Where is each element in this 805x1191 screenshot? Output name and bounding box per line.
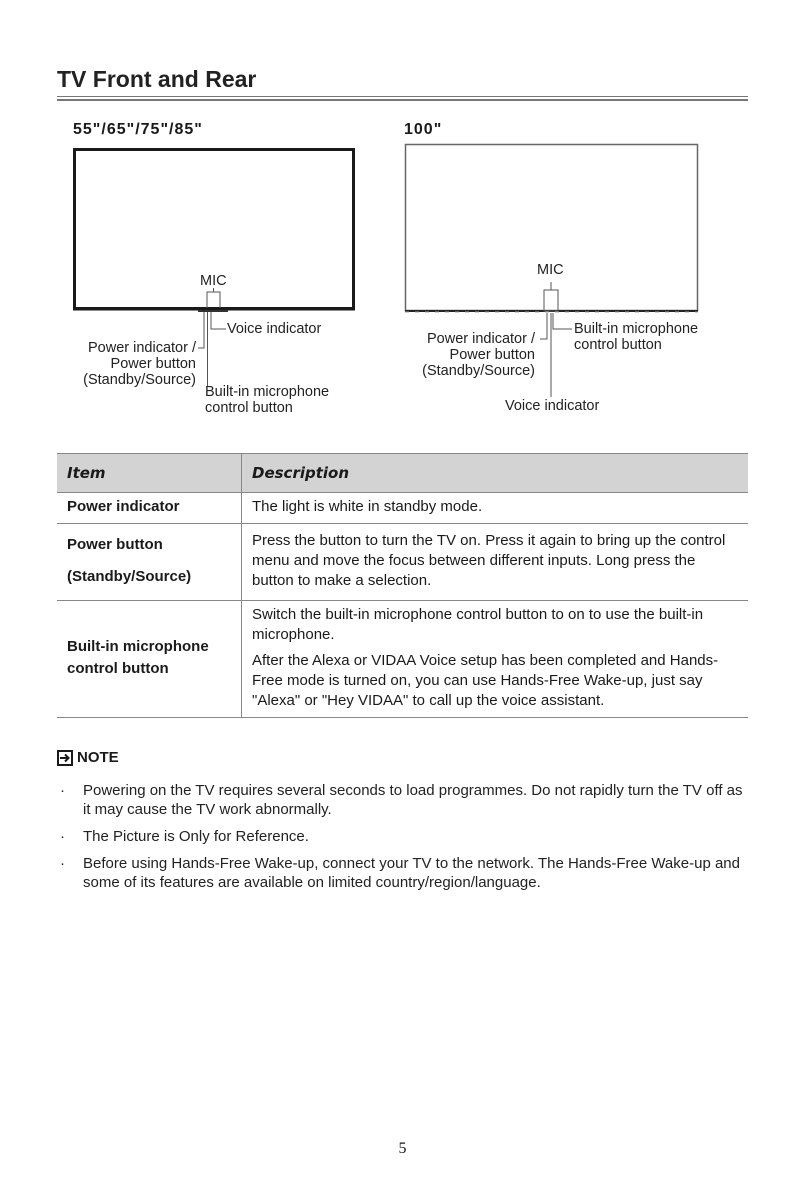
power-label [395,331,535,379]
mic-label: MIC [537,262,564,278]
description-text: After the Alexa or VIDAA Voice setup has been completed and Hands-Free mode is turned on, you can use Hands-Free Wake-up, just say "Alexa" or "Hey VIDAA" to call up the voice assistant. [252,652,719,709]
power-label-line: (Standby/Source) [422,363,535,379]
table-header-row [57,454,748,493]
size-label-100: 100" [404,121,443,138]
description-cell [242,524,749,601]
size-label-55-85: 55"/65"/75"/85" [73,121,203,138]
mic-control-label-line: control button [205,400,293,416]
note-arrow-icon [57,750,73,766]
item-cell [57,601,242,718]
description-cell: The light is white in standby mode. [242,493,749,524]
list-item: · Before using Hands-Free Wake-up, connect your TV to the network. The Hands-Free Wake-up and some of its features are available on limited country/region/language. [60,854,750,892]
page-number: 5 [398,1140,407,1157]
header-item: Item [57,454,242,493]
description-cell [242,601,749,718]
power-label-line: (Standby/Source) [83,372,196,388]
mic-label: MIC [200,273,227,289]
power-label-line: Power indicator / [427,331,535,347]
mic-control-label-line: Built-in microphone [205,384,330,400]
list-item: · The Picture is Only for Reference. [60,827,750,846]
power-label-line: Power button [449,347,535,363]
item-line: Power button [67,536,163,553]
mic-control-label-line: control button [574,337,662,353]
power-label-line: Power indicator / [88,340,196,356]
voice-indicator-label: Voice indicator [227,321,322,337]
item-cell: Power indicator [57,493,242,524]
power-label [60,340,196,388]
page-title: TV Front and Rear [57,66,257,92]
item-line: control button [67,660,169,677]
item-cell [57,524,242,601]
power-label-line: Power button [110,356,196,372]
item-description-table [57,453,748,718]
mic-control-label [205,384,329,416]
list-item: · Powering on the TV requires several seconds to load programmes. Do not rapidly turn the TV off as it may cause the TV work abnormally. [60,781,750,819]
mic-control-label [574,321,698,353]
description-text: Press the button to turn the TV on. Press it again to bring up the control menu and move the focus between different inputs. Long press the button to make a selection. [252,532,726,589]
table-row [57,524,748,601]
item-line: Built-in microphone [67,638,209,655]
voice-indicator-label: Voice indicator [505,398,600,414]
note-title: NOTE [77,749,119,766]
table-row [57,493,748,524]
item-line: (Standby/Source) [67,568,192,585]
note-heading [57,749,119,766]
note-list [60,781,750,900]
mic-control-label-line: Built-in microphone [574,321,699,337]
table-row [57,601,748,718]
description-text: Switch the built-in microphone control button to on to use the built-in microphone. [252,606,704,643]
header-description: Description [242,454,749,493]
